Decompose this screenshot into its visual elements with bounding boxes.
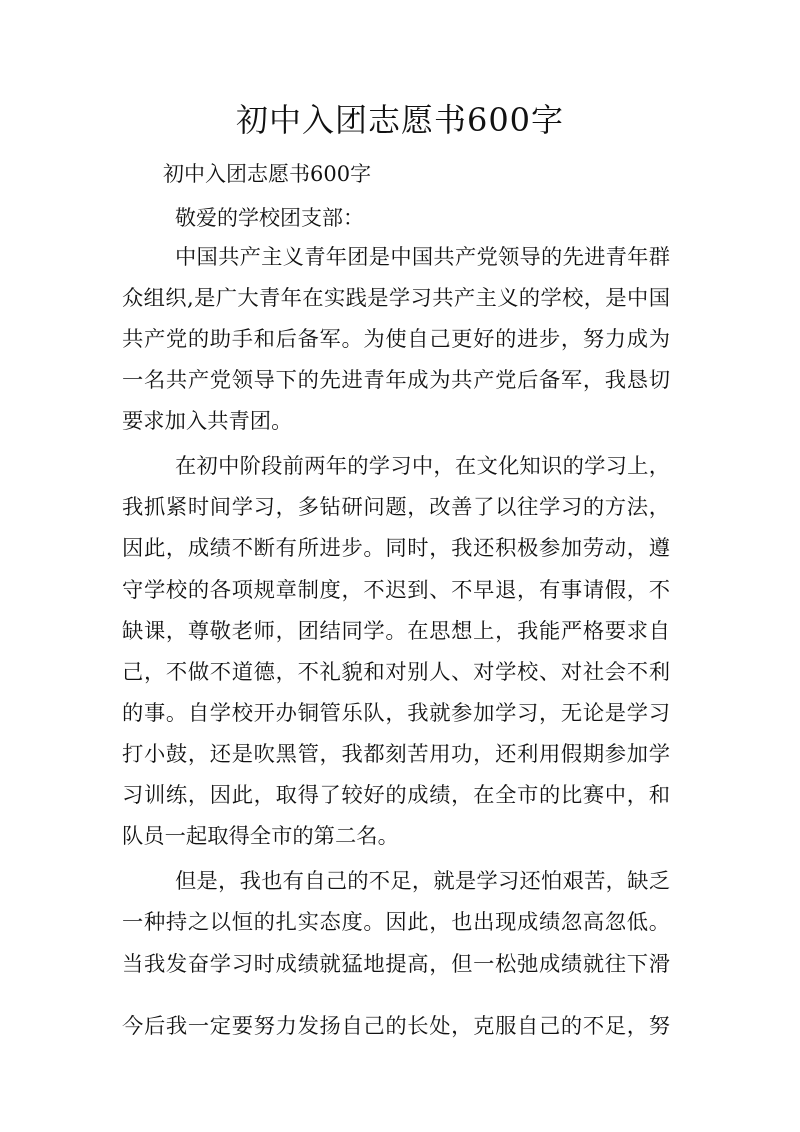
paragraph-line: 共产党的助手和后备军。为使自己更好的进步，努力成为	[122, 327, 670, 352]
paragraph-line: 的事。自学校开办铜管乐队，我就参加学习，无论是学习	[122, 701, 670, 726]
paragraph-line: 己，不做不道德，不礼貌和对别人、对学校、对社会不利	[122, 660, 670, 685]
paragraph-line: 守学校的各项规章制度，不迟到、不早退，有事请假，不	[122, 578, 670, 603]
paragraph-line: 众组织,是广大青年在实践是学习共产主义的学校，是中国	[122, 286, 670, 311]
paragraph-line: 队员一起取得全市的第二名。	[122, 824, 399, 849]
paragraph-line: 但是，我也有自己的不足，就是学习还怕艰苦，缺乏	[175, 869, 670, 894]
document-title: 初中入团志愿书600字	[235, 101, 565, 139]
paragraph-line: 一种持之以恒的扎实态度。因此，也出现成绩忽高忽低。	[122, 910, 670, 935]
paragraph-line: 要求加入共青团。	[122, 409, 293, 434]
paragraph-line: 打小鼓，还是吹黑管，我都刻苦用功，还利用假期参加学	[122, 742, 670, 767]
paragraph-line: 习训练，因此，取得了较好的成绩，在全市的比赛中，和	[122, 783, 670, 808]
salutation: 敬爱的学校团支部：	[175, 206, 364, 230]
paragraph-line: 中国共产主义青年团是中国共产党领导的先进青年群	[175, 245, 670, 270]
paragraph-line: 当我发奋学习时成绩就猛地提高，但一松弛成绩就往下滑	[122, 952, 670, 977]
paragraph-line: 我抓紧时间学习，多钻研问题，改善了以往学习的方法，	[122, 495, 670, 520]
paragraph-line: 一名共产党领导下的先进青年成为共产党后备军，我恳切	[122, 368, 670, 393]
paragraph-line: 今后我一定要努力发扬自己的长处，克服自己的不足，努	[122, 1014, 670, 1039]
paragraph-line: 缺课，尊敬老师，团结同学。在思想上，我能严格要求自	[122, 619, 670, 644]
document-subtitle: 初中入团志愿书600字	[163, 162, 372, 186]
paragraph-line: 因此，成绩不断有所进步。同时，我还积极参加劳动，遵	[122, 536, 670, 561]
paragraph-line: 在初中阶段前两年的学习中，在文化知识的学习上，	[175, 454, 670, 479]
